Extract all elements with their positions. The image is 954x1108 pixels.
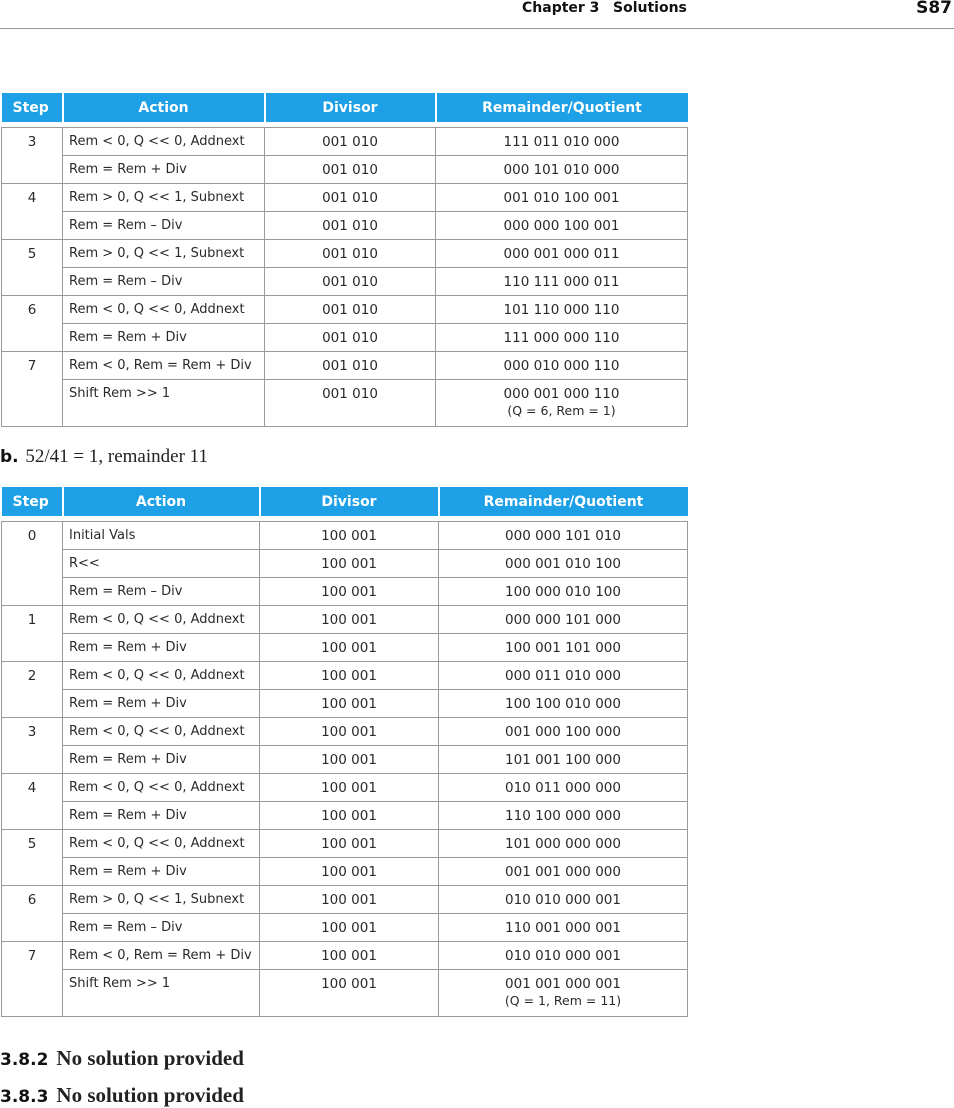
divisor-cell: 100 001 — [260, 606, 439, 634]
table-row — [2, 858, 688, 886]
remainder-quotient-value: 100 000 010 100 — [505, 583, 621, 600]
remainder-quotient-value: 001 001 000 001 — [505, 976, 621, 992]
table-row — [2, 184, 688, 212]
remainder-quotient-value: 111 011 010 000 — [503, 133, 620, 150]
action-cell: Rem = Rem – Div — [63, 578, 260, 606]
table-row — [2, 634, 688, 662]
caption-b — [0, 446, 208, 468]
action-cell: Rem < 0, Q << 0, Addnext — [63, 296, 265, 324]
remainder-quotient-value: 000 000 101 010 — [505, 527, 621, 544]
divisor-cell: 100 001 — [260, 886, 439, 914]
table-a — [1, 93, 688, 427]
header-remainder-quotient: Remainder/Quotient — [436, 93, 688, 122]
table-row — [2, 522, 688, 550]
action-cell: Initial Vals — [63, 522, 260, 550]
action-cell: R<< — [63, 550, 260, 578]
remainder-quotient-cell — [436, 156, 688, 184]
remainder-quotient-value: 100 001 101 000 — [505, 639, 621, 656]
remainder-quotient-value: 000 001 000 110 — [503, 386, 620, 402]
table-row — [2, 156, 688, 184]
remainder-quotient-cell — [439, 606, 688, 634]
remainder-quotient-value: 000 001 010 100 — [505, 555, 621, 572]
divisor-cell: 001 010 — [265, 268, 436, 296]
divisor-cell: 100 001 — [260, 718, 439, 746]
remainder-quotient-cell — [439, 522, 688, 550]
table-row — [2, 240, 688, 268]
action-cell: Rem < 0, Q << 0, Addnext — [63, 774, 260, 802]
step-cell: 0 — [2, 522, 63, 606]
step-cell: 3 — [2, 718, 63, 774]
step-cell: 3 — [2, 128, 63, 184]
remainder-quotient-cell — [439, 774, 688, 802]
remainder-quotient-value: 110 111 000 011 — [503, 273, 620, 290]
result-note: (Q = 1, Rem = 11) — [504, 993, 622, 1008]
remainder-quotient-value: 110 100 000 000 — [505, 807, 621, 824]
remainder-quotient-value: 010 011 000 000 — [505, 779, 621, 796]
table-row — [2, 578, 688, 606]
action-cell: Rem < 0, Q << 0, Addnext — [63, 606, 260, 634]
remainder-quotient-cell — [436, 380, 688, 427]
table-row — [2, 746, 688, 774]
remainder-quotient-cell — [439, 942, 688, 970]
step-cell: 2 — [2, 662, 63, 718]
chapter-label: Chapter 3 — [522, 0, 600, 16]
table-row — [2, 324, 688, 352]
table-row — [2, 352, 688, 380]
action-cell: Rem < 0, Q << 0, Addnext — [63, 830, 260, 858]
action-cell: Rem = Rem + Div — [63, 634, 260, 662]
table-row — [2, 942, 688, 970]
divisor-cell: 100 001 — [260, 774, 439, 802]
action-cell: Rem = Rem + Div — [63, 690, 260, 718]
divisor-cell: 100 001 — [260, 830, 439, 858]
divisor-cell: 100 001 — [260, 942, 439, 970]
caption-text: 52/41 = 1, remainder 11 — [25, 446, 208, 467]
section-text: No solution provided — [56, 1046, 244, 1070]
divisor-cell: 100 001 — [260, 970, 439, 1017]
divisor-cell: 001 010 — [265, 184, 436, 212]
remainder-quotient-cell — [436, 240, 688, 268]
action-cell: Rem = Rem + Div — [63, 746, 260, 774]
divisor-cell: 001 010 — [265, 324, 436, 352]
table-row — [2, 662, 688, 690]
divisor-cell: 001 010 — [265, 212, 436, 240]
page-number: S87 — [916, 0, 952, 18]
remainder-quotient-cell — [436, 324, 688, 352]
table-row — [2, 212, 688, 240]
table-row — [2, 268, 688, 296]
header-action: Action — [63, 93, 265, 122]
remainder-quotient-value: 101 000 000 000 — [505, 835, 621, 852]
remainder-quotient-cell — [439, 690, 688, 718]
action-cell: Rem < 0, Rem = Rem + Div — [63, 942, 260, 970]
step-cell: 7 — [2, 942, 63, 1017]
remainder-quotient-value: 101 110 000 110 — [503, 301, 620, 318]
action-cell: Shift Rem >> 1 — [63, 380, 265, 427]
divisor-cell: 100 001 — [260, 522, 439, 550]
remainder-quotient-cell — [436, 184, 688, 212]
step-cell: 1 — [2, 606, 63, 662]
remainder-quotient-cell — [439, 662, 688, 690]
divisor-cell: 001 010 — [265, 240, 436, 268]
remainder-quotient-cell — [439, 746, 688, 774]
remainder-quotient-value: 110 001 000 001 — [505, 919, 621, 936]
action-cell: Rem > 0, Q << 1, Subnext — [63, 886, 260, 914]
action-cell: Rem = Rem – Div — [63, 212, 265, 240]
action-cell: Rem < 0, Rem = Rem + Div — [63, 352, 265, 380]
table-header-row — [2, 487, 688, 516]
remainder-quotient-cell — [436, 268, 688, 296]
remainder-quotient-cell — [439, 634, 688, 662]
table-row — [2, 718, 688, 746]
remainder-quotient-value: 101 001 100 000 — [505, 751, 621, 768]
remainder-quotient-cell — [439, 858, 688, 886]
divisor-cell: 001 010 — [265, 352, 436, 380]
section-number: 3.8.2 — [0, 1050, 49, 1070]
remainder-quotient-value: 111 000 000 110 — [503, 329, 620, 346]
table-row — [2, 802, 688, 830]
divisor-cell: 100 001 — [260, 634, 439, 662]
remainder-quotient-cell — [439, 802, 688, 830]
remainder-quotient-cell — [436, 212, 688, 240]
result-note: (Q = 6, Rem = 1) — [507, 403, 616, 418]
table-row — [2, 970, 688, 1017]
table-header-row — [2, 93, 688, 122]
remainder-quotient-cell — [436, 296, 688, 324]
running-header — [0, 0, 954, 29]
remainder-quotient-value: 000 000 101 000 — [505, 611, 621, 628]
action-cell: Rem = Rem + Div — [63, 156, 265, 184]
remainder-quotient-value: 010 010 000 001 — [505, 891, 621, 908]
remainder-quotient-cell — [439, 578, 688, 606]
action-cell: Rem < 0, Q << 0, Addnext — [63, 128, 265, 156]
step-cell: 5 — [2, 830, 63, 886]
action-cell: Rem = Rem – Div — [63, 914, 260, 942]
remainder-quotient-value: 001 010 100 001 — [503, 189, 620, 206]
step-cell: 6 — [2, 296, 63, 352]
header-divisor: Divisor — [265, 93, 436, 122]
section-text: No solution provided — [56, 1083, 244, 1107]
divisor-cell: 100 001 — [260, 746, 439, 774]
divisor-cell: 001 010 — [265, 128, 436, 156]
action-cell: Rem > 0, Q << 1, Subnext — [63, 240, 265, 268]
header-step: Step — [2, 487, 63, 516]
remainder-quotient-value: 100 100 010 000 — [505, 695, 621, 712]
remainder-quotient-cell — [439, 830, 688, 858]
table-row — [2, 296, 688, 324]
remainder-quotient-cell — [439, 886, 688, 914]
remainder-quotient-value: 000 001 000 011 — [503, 245, 620, 262]
action-cell: Rem > 0, Q << 1, Subnext — [63, 184, 265, 212]
action-cell: Rem = Rem + Div — [63, 858, 260, 886]
divisor-cell: 100 001 — [260, 578, 439, 606]
header-action: Action — [63, 487, 260, 516]
remainder-quotient-value: 001 000 100 000 — [505, 723, 621, 740]
table-row — [2, 606, 688, 634]
table-b — [1, 487, 688, 1017]
divisor-cell: 100 001 — [260, 914, 439, 942]
section-label: Solutions — [613, 0, 687, 16]
divisor-cell: 100 001 — [260, 662, 439, 690]
action-cell: Rem = Rem – Div — [63, 268, 265, 296]
table-row — [2, 830, 688, 858]
divisor-cell: 100 001 — [260, 802, 439, 830]
divisor-cell: 001 010 — [265, 380, 436, 427]
divisor-cell: 001 010 — [265, 156, 436, 184]
remainder-quotient-value: 010 010 000 001 — [505, 947, 621, 964]
step-cell: 5 — [2, 240, 63, 296]
remainder-quotient-value: 000 101 010 000 — [503, 161, 620, 178]
table-row — [2, 380, 688, 427]
step-cell: 7 — [2, 352, 63, 427]
caption-label: b. — [0, 447, 19, 467]
remainder-quotient-cell — [436, 128, 688, 156]
table-row — [2, 914, 688, 942]
remainder-quotient-cell — [439, 718, 688, 746]
remainder-quotient-cell — [436, 352, 688, 380]
remainder-quotient-value: 001 001 000 000 — [505, 863, 621, 880]
action-cell: Rem = Rem + Div — [63, 324, 265, 352]
action-cell: Rem < 0, Q << 0, Addnext — [63, 662, 260, 690]
section-number: 3.8.3 — [0, 1087, 49, 1107]
action-cell: Rem = Rem + Div — [63, 802, 260, 830]
table-row — [2, 886, 688, 914]
remainder-quotient-cell — [439, 550, 688, 578]
remainder-quotient-value: 000 011 010 000 — [505, 667, 621, 684]
divisor-cell: 100 001 — [260, 690, 439, 718]
remainder-quotient-cell — [439, 914, 688, 942]
table-row — [2, 774, 688, 802]
section-3-8-2 — [0, 1046, 244, 1071]
header-divisor: Divisor — [260, 487, 439, 516]
divisor-cell: 100 001 — [260, 858, 439, 886]
remainder-quotient-cell — [439, 970, 688, 1017]
remainder-quotient-value: 000 000 100 001 — [503, 217, 620, 234]
table-row — [2, 128, 688, 156]
section-3-8-3 — [0, 1083, 244, 1108]
step-cell: 4 — [2, 184, 63, 240]
table-row — [2, 690, 688, 718]
step-cell: 4 — [2, 774, 63, 830]
table-row — [2, 550, 688, 578]
action-cell: Shift Rem >> 1 — [63, 970, 260, 1017]
remainder-quotient-value: 000 010 000 110 — [503, 357, 620, 374]
action-cell: Rem < 0, Q << 0, Addnext — [63, 718, 260, 746]
header-step: Step — [2, 93, 63, 122]
divisor-cell: 001 010 — [265, 296, 436, 324]
step-cell: 6 — [2, 886, 63, 942]
header-remainder-quotient: Remainder/Quotient — [439, 487, 688, 516]
divisor-cell: 100 001 — [260, 550, 439, 578]
